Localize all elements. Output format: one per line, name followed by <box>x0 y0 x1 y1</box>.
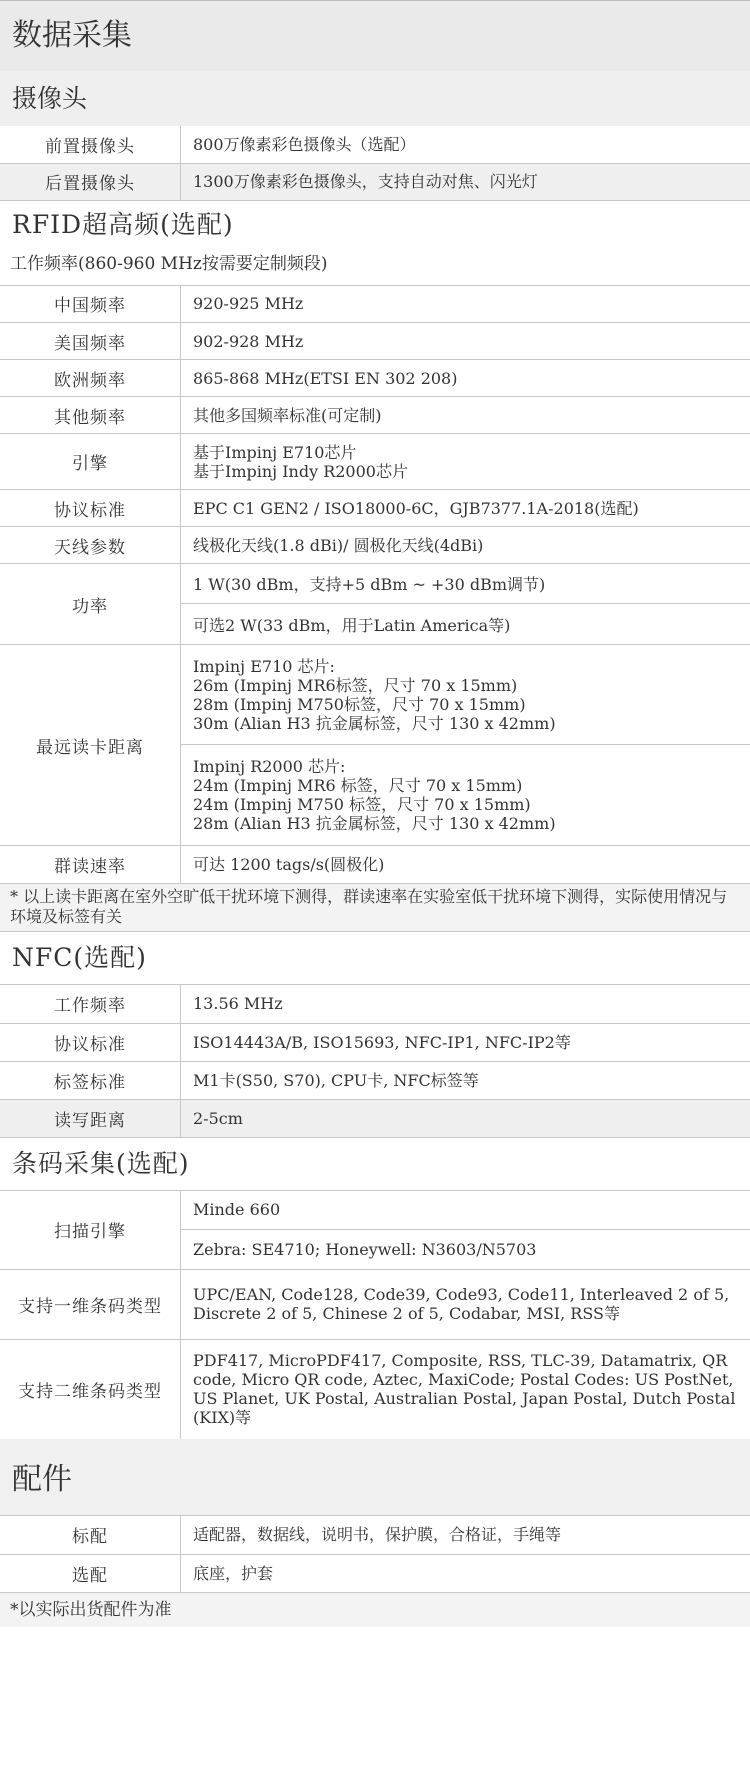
rfid-table <box>0 286 750 885</box>
row-label: 读写距离 <box>0 1099 181 1137</box>
row-value-group <box>181 1191 750 1270</box>
row-label: 欧洲频率 <box>0 360 181 397</box>
table-row <box>0 1099 750 1137</box>
row-label: 标签标准 <box>0 1061 181 1099</box>
table-row <box>0 163 750 200</box>
row-label: 引擎 <box>0 434 181 490</box>
table-row <box>0 323 750 360</box>
row-value: Zebra: SE4710; Honeywell: N3603/N5703 <box>181 1229 750 1269</box>
row-label: 协议标准 <box>0 1023 181 1061</box>
table-row <box>0 434 750 490</box>
row-value: Impinj R2000 芯片: 24m (Impinj MR6 标签，尺寸 70 x 15mm) 24m (Impinj M750 标签，尺寸 70 x 15mm) 28m (Alian H3 抗金属标签，尺寸 130 x 42mm) <box>181 744 750 845</box>
barcode-table <box>0 1191 750 1440</box>
accessories-table <box>0 1516 750 1593</box>
row-label: 中国频率 <box>0 286 181 323</box>
row-value: ISO14443A/B, ISO15693, NFC-IP1, NFC-IP2等 <box>181 1023 750 1061</box>
table-row <box>0 286 750 323</box>
table-row <box>0 1269 750 1339</box>
accessories-heading: 配件 <box>0 1439 750 1516</box>
row-label: 美国频率 <box>0 323 181 360</box>
row-value: 800万像素彩色摄像头（选配） <box>181 126 750 163</box>
row-value: 865-868 MHz(ETSI EN 302 208) <box>181 360 750 397</box>
row-label: 最远读卡距离 <box>0 645 181 846</box>
rfid-frequency-note: 工作频率(860-960 MHz按需要定制频段) <box>0 249 750 286</box>
accessories-footnote: *以实际出货配件为准 <box>0 1593 750 1627</box>
table-row <box>0 1023 750 1061</box>
table-row <box>0 397 750 434</box>
row-label: 协议标准 <box>0 490 181 527</box>
row-label: 其他频率 <box>0 397 181 434</box>
row-value-group <box>181 564 750 645</box>
row-value: 13.56 MHz <box>181 985 750 1023</box>
row-value: 可达 1200 tags/s(圆极化) <box>181 846 750 884</box>
row-value: 2-5cm <box>181 1099 750 1137</box>
table-row <box>0 1061 750 1099</box>
row-value: 基于Impinj E710芯片 基于Impinj Indy R2000芯片 <box>181 434 750 490</box>
row-label: 功率 <box>0 564 181 645</box>
rfid-footnote: * 以上读卡距离在室外空旷低干扰环境下测得，群读速率在实验室低干扰环境下测得，实际使用情况与环境及标签有关 <box>0 884 750 931</box>
table-row <box>0 490 750 527</box>
table-row <box>0 360 750 397</box>
table-row <box>0 846 750 884</box>
nfc-table <box>0 985 750 1138</box>
row-value: Impinj E710 芯片: 26m (Impinj MR6标签，尺寸 70 x 15mm) 28m (Impinj M750标签，尺寸 70 x 15mm) 30m (Alian H3 抗金属标签，尺寸 130 x 42mm) <box>193 656 556 733</box>
row-value: 底座，护套 <box>181 1554 750 1592</box>
row-label: 扫描引擎 <box>0 1191 181 1270</box>
table-row <box>0 985 750 1023</box>
camera-heading: 摄像头 <box>0 71 750 126</box>
row-label: 天线参数 <box>0 527 181 564</box>
row-value: M1卡(S50, S70), CPU卡, NFC标签等 <box>181 1061 750 1099</box>
row-label: 支持二维条码类型 <box>0 1339 181 1439</box>
row-value: 1 W(30 dBm，支持+5 dBm ~ +30 dBm调节) <box>193 575 546 594</box>
row-value: 线极化天线(1.8 dBi)/ 圆极化天线(4dBi) <box>181 527 750 564</box>
table-row <box>0 1339 750 1439</box>
row-value: Minde 660 <box>193 1200 281 1219</box>
table-row <box>0 1554 750 1592</box>
row-label: 工作频率 <box>0 985 181 1023</box>
table-row <box>0 1191 750 1270</box>
row-value: EPC C1 GEN2 / ISO18000-6C，GJB7377.1A-2018(选配) <box>181 490 750 527</box>
row-label: 后置摄像头 <box>0 163 181 200</box>
nfc-heading: NFC(选配) <box>0 931 750 985</box>
row-value: 可选2 W(33 dBm，用于Latin America等) <box>181 603 750 644</box>
row-value: 其他多国频率标准(可定制) <box>181 397 750 434</box>
row-value: 902-928 MHz <box>181 323 750 360</box>
row-label: 支持一维条码类型 <box>0 1269 181 1339</box>
row-value: 920-925 MHz <box>181 286 750 323</box>
rfid-heading: RFID超高频(选配) <box>12 209 234 239</box>
page-title: 数据采集 <box>0 0 750 71</box>
row-value-group <box>181 645 750 846</box>
camera-table <box>0 126 750 201</box>
barcode-heading: 条码采集(选配) <box>0 1138 750 1191</box>
row-value: PDF417, MicroPDF417, Composite, RSS, TLC-39, Datamatrix, QR code, Micro QR code, Aztec, MaxiCode; Postal Codes: US PostNet, US Planet, UK Postal, Australian Postal, Japan Postal, Dutch Postal (KIX)等 <box>193 1351 736 1428</box>
row-label: 群读速率 <box>0 846 181 884</box>
table-row <box>0 645 750 846</box>
row-label: 标配 <box>0 1516 181 1554</box>
row-value: 1300万像素彩色摄像头，支持自动对焦、闪光灯 <box>181 163 750 200</box>
row-value: 适配器，数据线，说明书，保护膜，合格证，手绳等 <box>181 1516 750 1554</box>
row-label: 选配 <box>0 1554 181 1592</box>
row-value: UPC/EAN, Code128, Code39, Code93, Code11, Interleaved 2 of 5, Discrete 2 of 5, Chinese 2 of 5, Codabar, MSI, RSS等 <box>181 1269 750 1339</box>
table-row <box>0 564 750 645</box>
table-row <box>0 527 750 564</box>
row-label: 前置摄像头 <box>0 126 181 163</box>
table-row <box>0 126 750 163</box>
table-row <box>0 1516 750 1554</box>
